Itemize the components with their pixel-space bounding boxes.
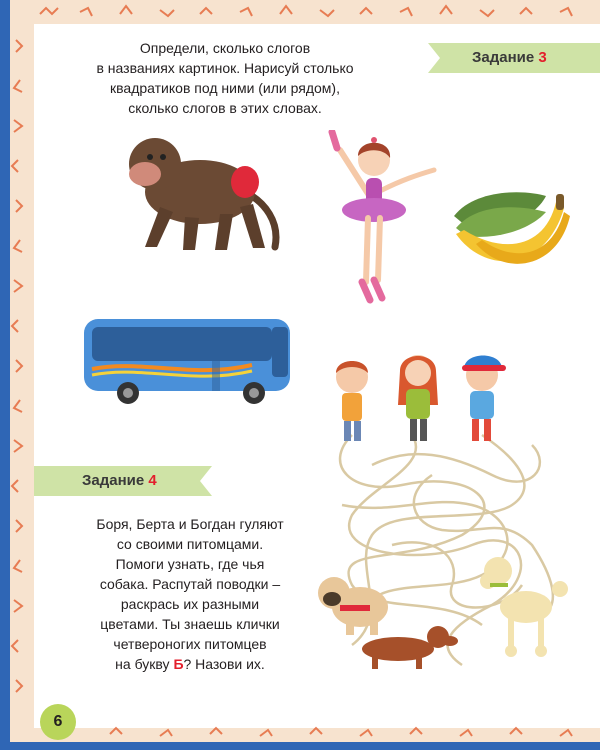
task4-line: раскрась их разными bbox=[120, 596, 260, 612]
task4-line: четвероногих питомцев bbox=[113, 636, 267, 652]
page-number: 6 bbox=[53, 713, 63, 730]
kid-bogdan bbox=[462, 356, 506, 442]
intro-line: сколько слогов в этих словах. bbox=[128, 100, 322, 116]
task4-line: Боря, Берта и Богдан гуляют bbox=[96, 516, 284, 532]
task4-last-line bbox=[72, 654, 308, 674]
task4-instructions bbox=[72, 514, 308, 674]
task3-label-word: Задание bbox=[472, 49, 535, 66]
last-line-suffix: ? Назови их. bbox=[183, 656, 265, 672]
task4-line: со своими питомцами. bbox=[116, 536, 264, 552]
intro-line: квадратиков под ними (или рядом), bbox=[110, 80, 340, 96]
intro-line: в названиях картинок. Нарисуй столько bbox=[96, 60, 354, 76]
last-line-prefix: на букву bbox=[115, 656, 174, 672]
intro-line: Определи, сколько слогов bbox=[139, 40, 311, 56]
ballerina-illustration bbox=[322, 130, 442, 310]
highlight-letter: Б bbox=[173, 656, 184, 672]
task4-line: собака. Распутай поводки – bbox=[99, 576, 281, 592]
task4-label-number: 4 bbox=[148, 472, 157, 489]
task3-label-number: 3 bbox=[538, 49, 547, 66]
task4-label-word: Задание bbox=[82, 472, 145, 489]
page-number-badge bbox=[40, 704, 76, 740]
task3-label bbox=[428, 43, 600, 73]
task3-instructions bbox=[60, 38, 390, 118]
banana-illustration bbox=[446, 186, 574, 276]
kid-borya bbox=[336, 361, 368, 441]
task4-line: цветами. Ты знаешь клички bbox=[100, 616, 280, 632]
task4-label bbox=[34, 466, 212, 496]
bus-illustration bbox=[82, 313, 292, 405]
leash-maze-illustration bbox=[312, 345, 584, 675]
kid-berta bbox=[398, 355, 438, 441]
baboon-illustration bbox=[115, 122, 290, 257]
task4-line: Помоги узнать, где чья bbox=[115, 556, 265, 572]
dog-poodle bbox=[480, 557, 568, 657]
